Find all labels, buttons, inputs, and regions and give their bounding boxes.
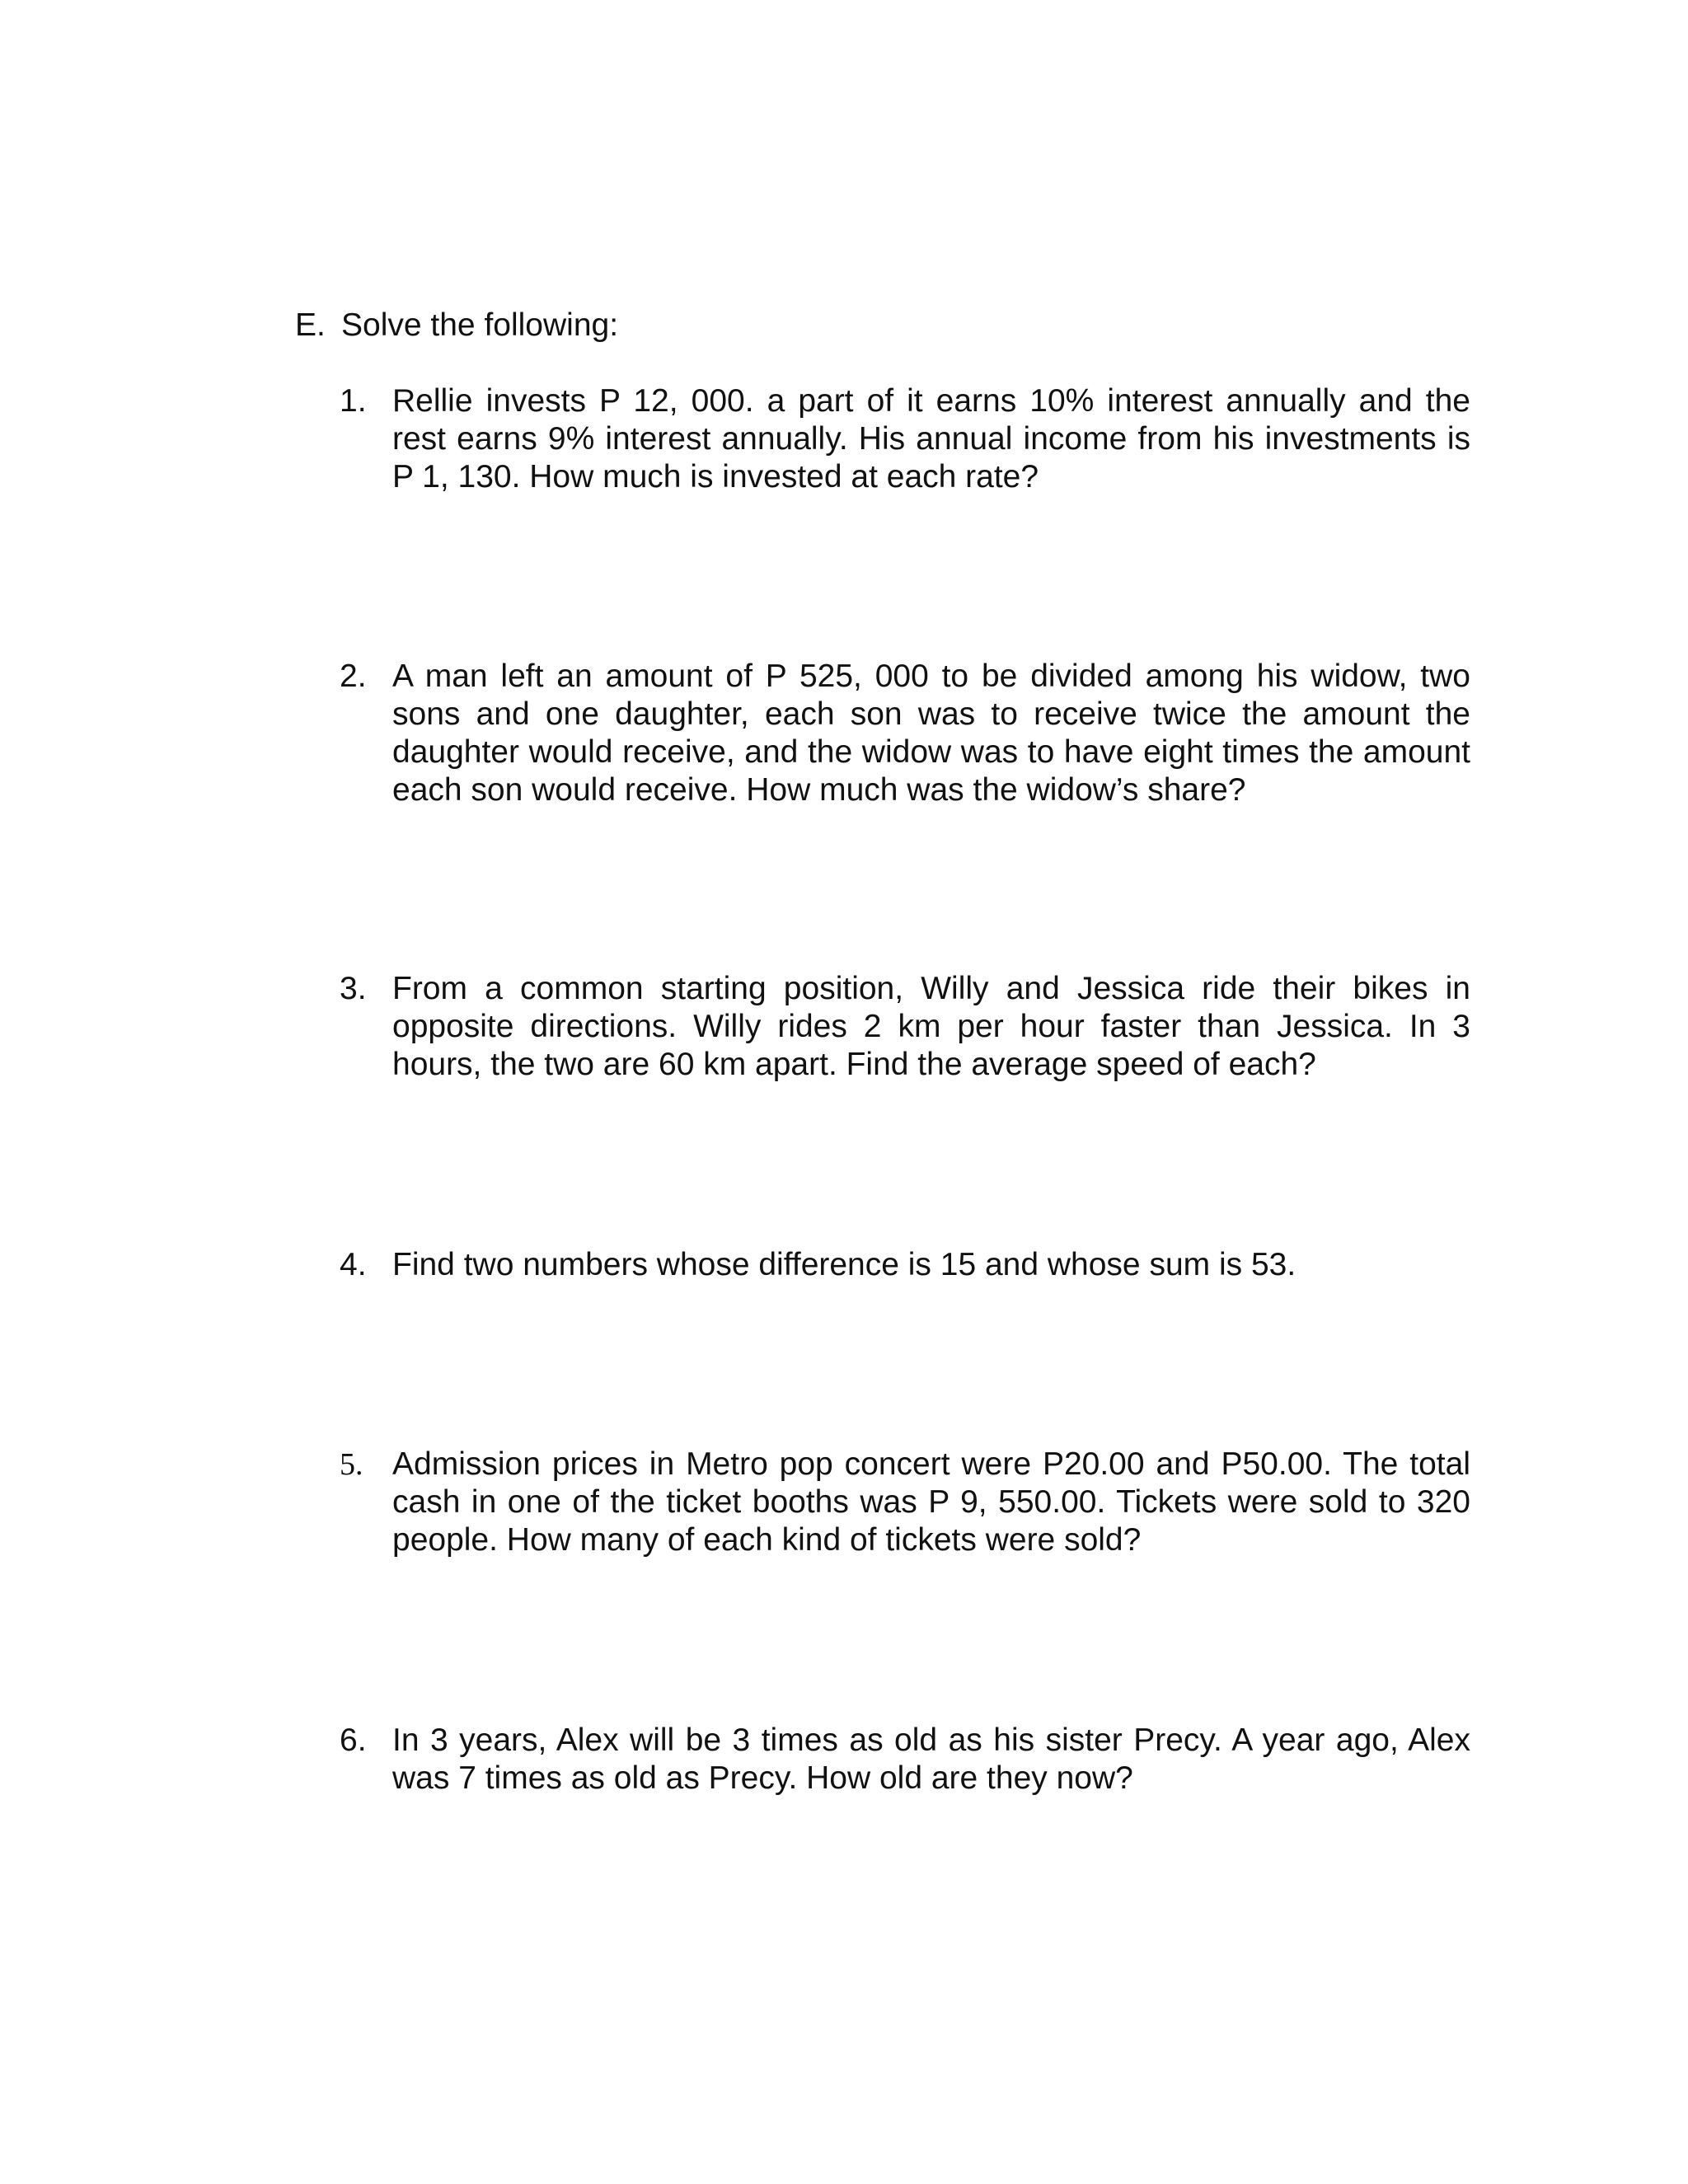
problem-text: From a common starting position, Willy and Jessica ride their bikes in opposite directions. Willy rides 2 km per hour faster than Jessica. In 3 hours, the two are 60 km apart. Find the average speed of each? bbox=[392, 971, 1470, 1082]
section-marker: E. bbox=[295, 307, 326, 343]
problem-number: 3. bbox=[340, 971, 367, 1006]
problem-text: In 3 years, Alex will be 3 times as old as his sister Precy. A year ago, Alex was 7 times as old as Precy. How old are they now? bbox=[392, 1722, 1470, 1796]
problem-text: Rellie invests P 12, 000. a part of it earns 10% interest annually and the rest earns 9% interest annually. His annual income from his investments is P 1, 130. How much is invested at each rate? bbox=[392, 383, 1470, 494]
problem-item-4 bbox=[340, 1246, 1470, 1284]
problem-number: 2. bbox=[340, 658, 367, 694]
problem-item-5 bbox=[340, 1446, 1470, 1559]
problem-number: 6. bbox=[340, 1722, 367, 1758]
section-title: Solve the following: bbox=[341, 307, 619, 343]
problem-item-2 bbox=[340, 658, 1470, 809]
problem-number: 4. bbox=[340, 1247, 367, 1282]
problem-text: Admission prices in Metro pop concert were P20.00 and P50.00. The total cash in one of the ticket booths was P 9, 550.00. Tickets were sold to 320 people. How many of each kind of tickets were sold? bbox=[392, 1446, 1470, 1558]
problem-number: 5. bbox=[340, 1447, 363, 1482]
section-heading bbox=[295, 307, 618, 344]
problem-item-1 bbox=[340, 382, 1470, 496]
problem-text: Find two numbers whose difference is 15 and whose sum is 53. bbox=[392, 1247, 1296, 1282]
problem-item-6 bbox=[340, 1722, 1470, 1797]
problem-item-3 bbox=[340, 970, 1470, 1084]
problem-number: 1. bbox=[340, 383, 367, 419]
problem-text: A man left an amount of P 525, 000 to be divided among his widow, two sons and one daughter, each son was to receive twice the amount the daughter would receive, and the widow was to have eight times the amount each son would receive. How much was the widow’s share? bbox=[392, 658, 1470, 808]
